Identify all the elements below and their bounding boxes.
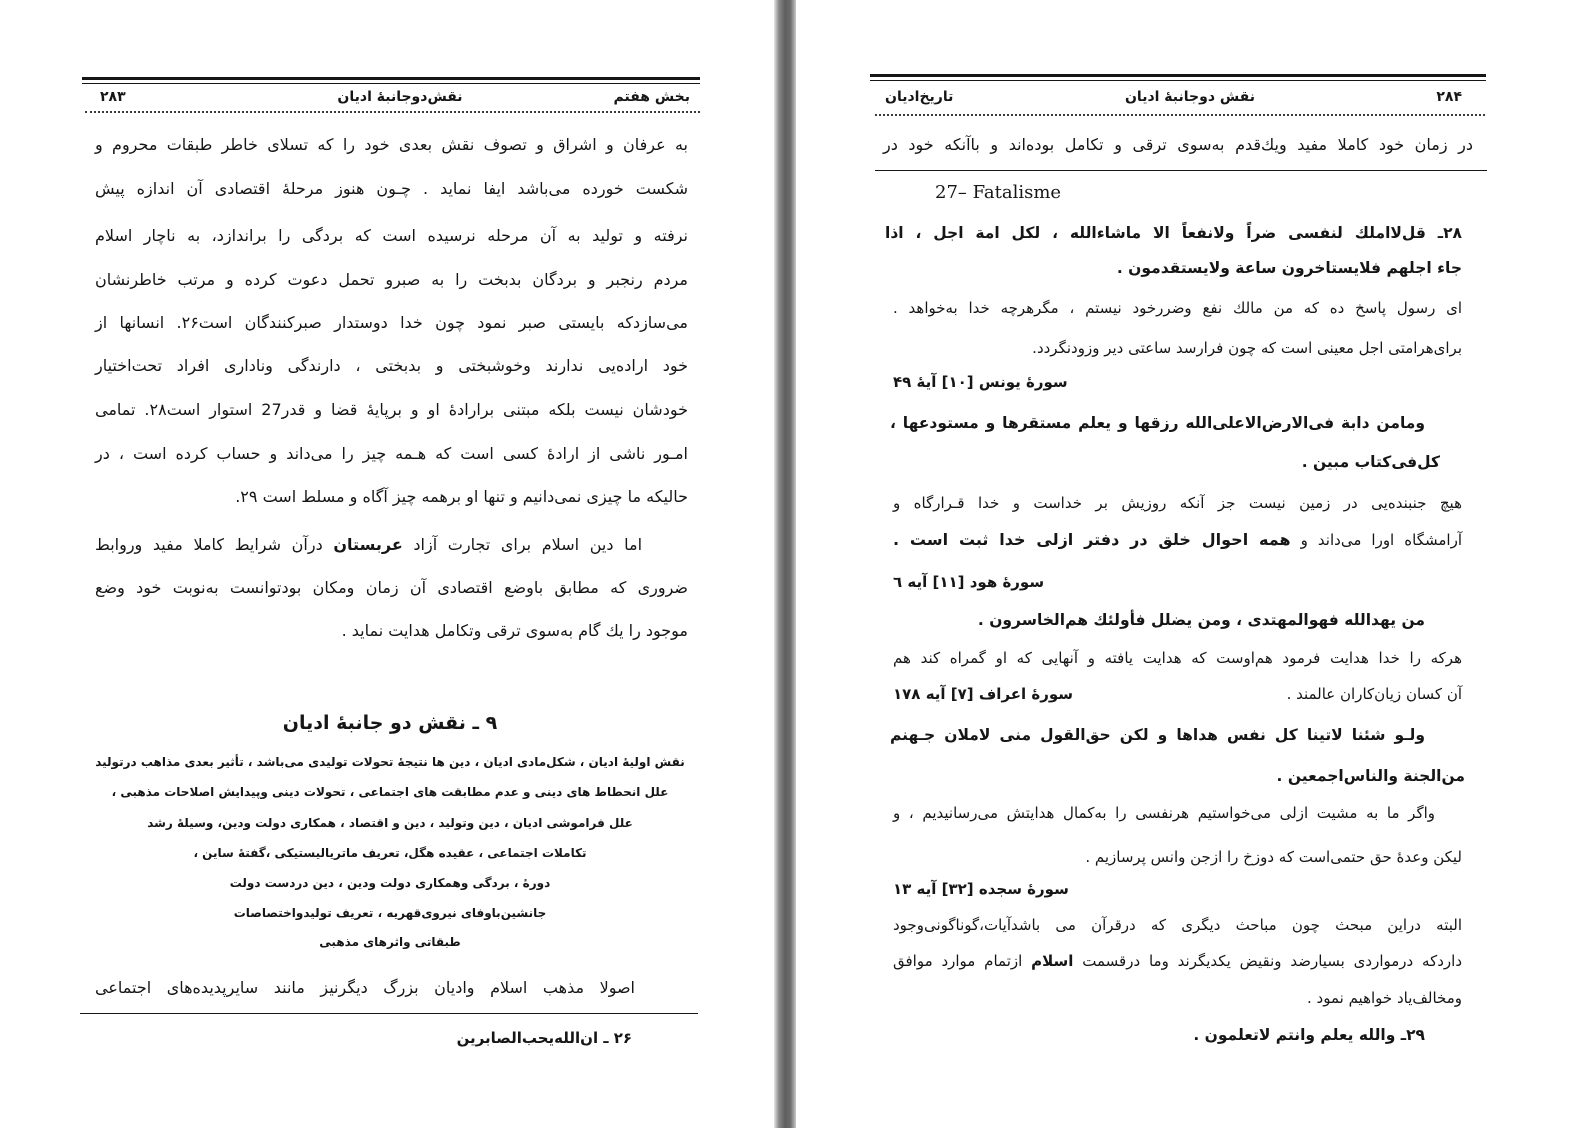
header-rule-thick: [870, 74, 1486, 77]
section-heading: ۹ ـ نقش دو جانبهٔ ادیان: [282, 712, 498, 734]
surah-reference: سورهٔ اعراف [۷] آیه ۱۷۸: [893, 685, 1074, 703]
text-segment: آرامشگاه اورا می‌داند و: [1300, 531, 1462, 549]
translation-line: ای رسول پاسخ ده که من مالك نفع وضررخود نیستم ، مگرهرچه خدا به‌خواهد .: [893, 299, 1462, 317]
header-rule-thick: [82, 77, 700, 80]
header-running-title: نقش دوجانبهٔ ادیان: [1124, 89, 1255, 105]
verse-line: کل‌فی‌کتاب مبین .: [1301, 453, 1440, 471]
header-dotted-rule: [875, 114, 1485, 116]
bold-phrase: همه احوال خلق در دفتر ازلی خدا ثبت است .: [893, 530, 1291, 549]
surah-reference: سورهٔ یونس [۱۰] آیهٔ ۴۹: [893, 373, 1068, 391]
commentary-line: [893, 948, 1462, 974]
body-line: شکست خورده می‌باشد ایفا نماید . چـون هنوز مرحلهٔ اقتصادی آن اندازه پیش: [95, 179, 688, 198]
verse-line: ۲۸ـ قل‌لااملك لنفسی ضراً ولانفعاً الا ماشاءالله ، لکل امة اجل ، اذا: [885, 224, 1462, 242]
header-rule-thin: [870, 80, 1486, 81]
body-line: به عرفان و اشراق و تصوف نقش بعدی خود را که تسلای خاطر طبقات محروم و: [95, 135, 688, 154]
verse-line: ومامن دابة فی‌الارض‌الاعلی‌الله رزقها و یعلم مستقرها و مستودعها ،: [890, 414, 1425, 432]
footnote-27: 27– Fatalisme: [935, 182, 1062, 203]
translation-line: برای‌هرامتی اجل معینی است که چون فرارسد ساعتی دیر وزودنگردد.: [1032, 339, 1462, 357]
commentary-line: ومخالف‌یاد خواهیم نمود .: [1306, 989, 1462, 1007]
text-segment: داردکه درمواردی بسیارضد ونقیض یکدیگرند وما درقسمت: [1082, 952, 1462, 970]
summary-line: علل انحطاط های دینی و عدم مطابقت های اجتماعی ، تحولات دینی وپیدایش اصلاحات مذهبی ،: [111, 785, 669, 799]
header-dotted-rule: [85, 111, 700, 113]
text-segment: اما دین اسلام برای تجارت آزاد: [413, 535, 643, 554]
summary-line: جانشین‌باوفای نیروی‌قهریه ، تعریف تولیدواختصاصات: [233, 906, 547, 920]
summary-line: دورهٔ ، بردگی وهمکاری دولت ودین ، دین دردست دولت: [229, 876, 551, 890]
surah-reference: سورهٔ سجده [۳۲] آیه ۱۳: [893, 880, 1069, 898]
body-line: خود اراده‌یی ندارند وخوشبختی و بدبختی ، دارندگی وناداری افراد تحت‌اختیار: [95, 356, 688, 375]
translation-line: لیکن وعدهٔ حق حتمی‌است که دوزخ را ازجن وانس پرسازیم .: [1085, 848, 1462, 866]
text-segment: ازتمام موارد موافق: [893, 952, 1023, 970]
translation-line: [893, 527, 1462, 553]
translation-line: آن کسان زیان‌کاران عالمند .: [1286, 685, 1462, 703]
body-line: ضروری که مطابق باوضع اقتصادی آن زمان ومکان بودتوانست به‌نوبت خود وضع: [95, 578, 688, 597]
body-line: مردم رنجبر و بردگان بدبخت را به صبرو تحمل دعوت کرده و مرتب خاطرنشان: [95, 270, 688, 289]
footnote-29: ۲۹ـ والله یعلم وانتم لاتعلمون .: [1193, 1026, 1425, 1044]
verse-line: جاء اجلهم فلایستاخرون ساعة ولایستقدمون .: [1116, 259, 1462, 277]
summary-line: طبقاتی واثرهای مذهبی: [319, 935, 461, 949]
body-line: نرفته و تولید به آن مرحله نرسیده است که بردگی را براندازد، به ناچار اسلام: [95, 226, 688, 245]
translation-line: هرکه را خدا هدایت فرمود هم‌اوست که هدایت یافته و آنهایی که او گمراه کند هم: [893, 649, 1462, 667]
header-rule-thin: [82, 83, 700, 84]
footnote-rule: [80, 1013, 698, 1014]
verse-line: من‌الجنة والناس‌اجمعین .: [1276, 767, 1465, 785]
body-line: خودشان نیست بلکه مبتنی برارادهٔ او و برپایهٔ قضا و قدر27 استوار است۲۸. تمامی: [95, 400, 688, 419]
commentary-line: البته دراین مبحث چون مباحث دیگری که درقرآن می باشدآیات،گوناگونی‌وجود: [893, 916, 1462, 934]
text-segment: درآن شرایط کاملا مفید وروابط: [95, 535, 323, 554]
header-section: بخش هفتم: [613, 89, 690, 105]
body-line-last: موجود را یك گام به‌سوی ترقی وتکامل هدایت نماید .: [341, 621, 688, 640]
body-line: امـور ناشی از ارادهٔ کسی است که هـمه چیز را می‌داند و حساب کرده است ، در: [95, 444, 688, 463]
verse-line: من یهدالله فهوالمهتدی ، ومن یضلل فأولئك هم‌الخاسرون .: [977, 611, 1425, 629]
left-page: [0, 0, 774, 1128]
body-line: در زمان خود کاملا مفید ویك‌قدم به‌سوی ترقی و تکامل بوده‌اند و باآنکه خود در: [883, 135, 1473, 154]
verse-line: ولـو شئنا لاتینا کل نفس هداها و لکن حق‌القول منی لاملان جـهنم: [890, 726, 1425, 744]
header-book-title: تاریخ‌ادیان: [885, 89, 954, 105]
translation-line: هیچ جنبنده‌یی در زمین نیست جز آنکه روزیش بر خداست و خدا قـرارگاه و: [893, 494, 1462, 512]
summary-line: نقش اولیهٔ ادیان ، شکل‌مادی ادیان ، دین ها نتیجهٔ تحولات تولیدی می‌باشد ، تأثیر بعدی مذاهب درتولید: [95, 755, 685, 769]
summary-line: تکاملات اجتماعی ، عقیده هگل، تعریف ماتریالیستیکی ،گفتهٔ ساین ،: [193, 846, 587, 860]
footnote-rule: [875, 170, 1487, 171]
header-running-title: نقش‌دوجانبهٔ ادیان: [337, 89, 463, 105]
bold-term: اسلام: [1031, 952, 1074, 970]
body-line-last: حالیکه ما چیزی نمی‌دانیم و تنها او برهمه چیز آگاه و مسلط است ۲۹.: [235, 487, 688, 506]
body-line: [95, 532, 642, 558]
book-spine: [774, 0, 796, 1128]
bold-term: عربستان: [333, 535, 403, 554]
body-line: می‌سازدکه بایستی صبر نمود چون خدا دوستدار صبرکنندگان است۲۶. انسانها از: [95, 313, 688, 332]
continuation-line: اصولا مذهب اسلام وادیان بزرگ دیگرنیز مانند سایرپدیده‌های اجتماعی: [95, 978, 635, 997]
summary-line: علل فراموشی ادیان ، دین وتولید ، دین و اقتصاد ، همکاری دولت ودین، وسیلهٔ رشد: [147, 816, 633, 830]
surah-reference: سورهٔ هود [۱۱] آیه ٦: [893, 573, 1045, 591]
page-number: ۲۸۳: [100, 89, 126, 105]
footnote-26: ۲۶ ـ ان‌الله‌یحب‌الصابرین: [456, 1029, 632, 1047]
page-number: ۲۸۴: [1436, 89, 1462, 105]
translation-line: واگر ما به مشیت ازلی می‌خواستیم هرنفسی را به‌کمال هدایتش می‌رسانیدیم ، و: [893, 804, 1435, 822]
